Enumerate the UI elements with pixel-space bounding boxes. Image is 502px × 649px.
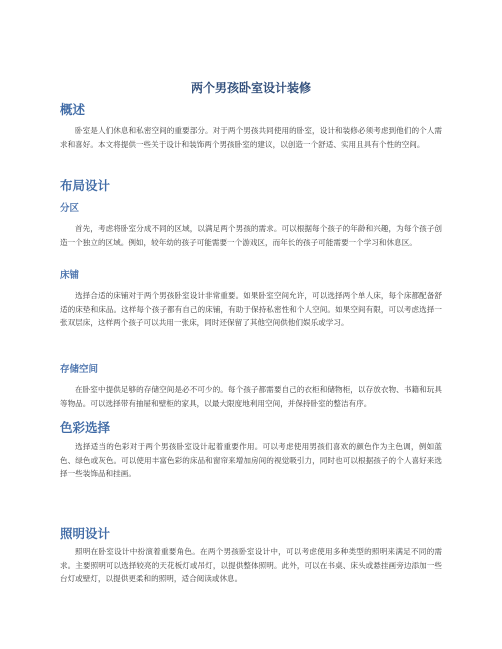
paragraph-beds: 选择合适的床铺对于两个男孩卧室设计非常重要。如果卧室空间允许，可以选择两个单人床，每个床都配备舒适的床垫和床品。这样每个孩子都有自己的床铺，有助于保持私密性和个人空间。如果空间有限，可以考虑选择一张双层床，这样两个孩子可以共用一张床，同时还保留了其他空间供他们娱乐或学习。 [60,291,442,327]
paragraph-lighting: 照明在卧室设计中扮演着重要角色。在两个男孩卧室设计中，可以考虑使用多种类型的照明来满足不同的需求。主要照明可以选择较亮的天花板灯或吊灯，以提供整体照明。此外，可以在书桌、床头或悬挂画旁边添加一些台灯或壁灯，以提供更柔和的照明，适合阅读或休息。 [60,547,442,583]
paragraph-zoning: 首先，考虑将卧室分成不同的区域，以满足两个男孩的需求。可以根据每个孩子的年龄和兴趣，为每个孩子创造一个独立的区域。例如，较年幼的孩子可能需要一个游戏区，而年长的孩子可能需要一个学习和休息区。 [60,224,442,247]
heading-lighting: 照明设计 [60,526,111,541]
heading-layout: 布局设计 [60,178,111,193]
subheading-storage: 存储空间 [60,364,99,375]
heading-overview: 概述 [60,102,86,117]
paragraph-overview: 卧室是人们休息和私密空间的重要部分。对于两个男孩共同使用的卧室，设计和装修必须考虑到他们的个人需求和喜好。本文将提供一些关于设计和装饰两个男孩卧室的建议，以创造一个舒适、实用且具有个性的空间。 [60,126,442,149]
paragraph-color: 选择适当的色彩对于两个男孩卧室设计起着重要作用。可以考虑使用男孩们喜欢的颜色作为主色调，例如蓝色、绿色或灰色。可以使用丰富色彩的床品和窗帘来增加房间的视觉吸引力，同时也可以根据孩子的个人喜好来选择一些装饰品和挂画。 [60,442,442,478]
subheading-beds: 床铺 [60,270,80,281]
document-title: 两个男孩卧室设计装修 [190,81,311,95]
subheading-zoning: 分区 [60,203,80,214]
heading-color: 色彩选择 [60,420,111,435]
paragraph-storage: 在卧室中提供足够的存储空间是必不可少的。每个孩子都需要自己的衣柜和储物柜，以存放衣物、书籍和玩具等物品。可以选择带有抽屉和壁柜的家具，以最大限度地利用空间，并保持卧室的整洁有序。 [60,385,442,408]
